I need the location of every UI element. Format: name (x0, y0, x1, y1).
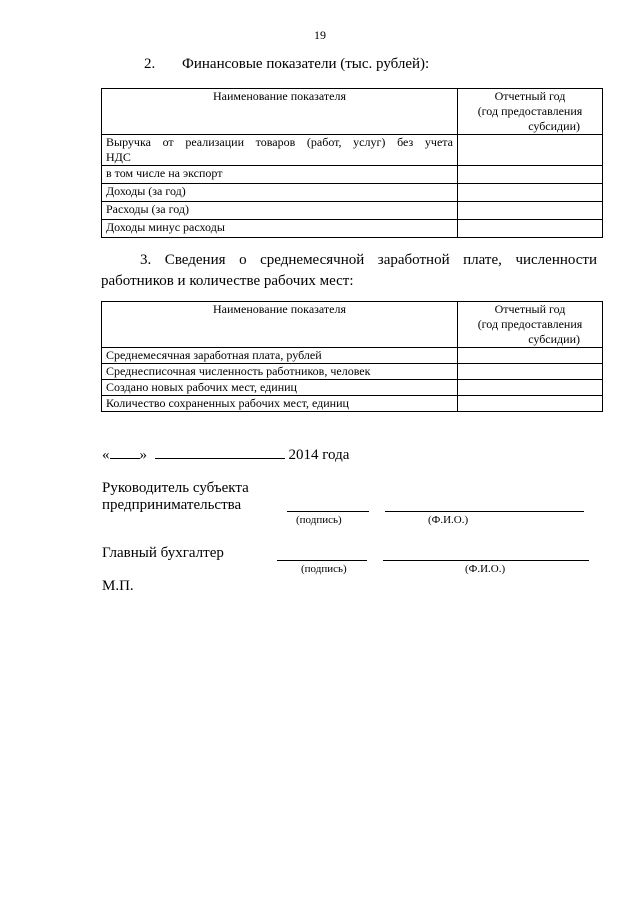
head-signature-caption: (подпись) (296, 514, 342, 526)
header-name-cell: Наименование показателя (102, 89, 458, 135)
row-value-cell[interactable] (458, 348, 603, 364)
year-text: 2014 года (288, 447, 350, 463)
accountant-fio-caption: (Ф.И.О.) (465, 563, 506, 575)
salary-employment-table (101, 301, 603, 412)
section-2-title: Финансовые показатели (тыс. рублей): (182, 56, 430, 72)
table-header-row (102, 302, 603, 348)
head-label-line-2: предпринимательства (102, 497, 242, 513)
accountant-signature-caption: (подпись) (301, 563, 347, 575)
row-value-cell[interactable] (458, 396, 603, 412)
section-3-line-2: работников и количестве рабочих мест: (101, 273, 354, 289)
accountant-fio-line[interactable] (383, 560, 589, 561)
stamp-label: М.П. (102, 578, 134, 594)
header-name-cell: Наименование показателя (102, 302, 458, 348)
financial-indicators-table (101, 88, 603, 238)
row-name-cell: в том числе на экспорт (102, 166, 458, 184)
section-2-heading (144, 56, 429, 73)
row-value-cell[interactable] (458, 184, 603, 202)
table-row (102, 202, 603, 220)
head-label-line-1: Руководитель субъекта (102, 480, 249, 496)
row-value-cell[interactable] (458, 202, 603, 220)
row-name-cell: Среднемесячная заработная плата, рублей (102, 348, 458, 364)
row-name-cell: Расходы (за год) (102, 202, 458, 220)
table-row (102, 364, 603, 380)
section-2-number: 2. (144, 56, 156, 72)
page-number: 19 (314, 28, 326, 42)
section-3-line-1: 3. Сведения о среднемесячной заработной плате, численности (140, 252, 597, 268)
head-fio-caption: (Ф.И.О.) (428, 514, 469, 526)
row-value-cell[interactable] (458, 380, 603, 396)
accountant-signature-line[interactable] (277, 560, 367, 561)
row-name-cell: Выручка от реализации товаров (работ, услуг) без учета НДС (102, 135, 458, 166)
head-signature-line[interactable] (287, 511, 369, 512)
row-value-cell[interactable] (458, 166, 603, 184)
row-name-cell: Доходы минус расходы (102, 220, 458, 238)
accountant-label: Главный бухгалтер (102, 545, 224, 561)
table-row (102, 396, 603, 412)
header-year-cell: Отчетный год (год предоставления субсидии) (458, 302, 603, 348)
row-value-cell[interactable] (458, 135, 603, 166)
row-name-cell: Количество сохраненных рабочих мест, единиц (102, 396, 458, 412)
table-header-row (102, 89, 603, 135)
head-fio-line[interactable] (385, 511, 584, 512)
row-value-cell[interactable] (458, 364, 603, 380)
table-row (102, 166, 603, 184)
table-row (102, 184, 603, 202)
row-name-cell: Среднесписочная численность работников, человек (102, 364, 458, 380)
day-field[interactable] (110, 444, 140, 459)
table-row (102, 348, 603, 364)
table-row (102, 220, 603, 238)
row-value-cell[interactable] (458, 220, 603, 238)
header-year-cell: Отчетный год (год предоставления субсидии) (458, 89, 603, 135)
month-field[interactable] (155, 444, 285, 459)
row-name-cell: Создано новых рабочих мест, единиц (102, 380, 458, 396)
table-row (102, 135, 603, 166)
section-3-heading (101, 250, 597, 292)
date-line: « » 2014 года (102, 444, 349, 464)
table-row (102, 380, 603, 396)
row-name-cell: Доходы (за год) (102, 184, 458, 202)
